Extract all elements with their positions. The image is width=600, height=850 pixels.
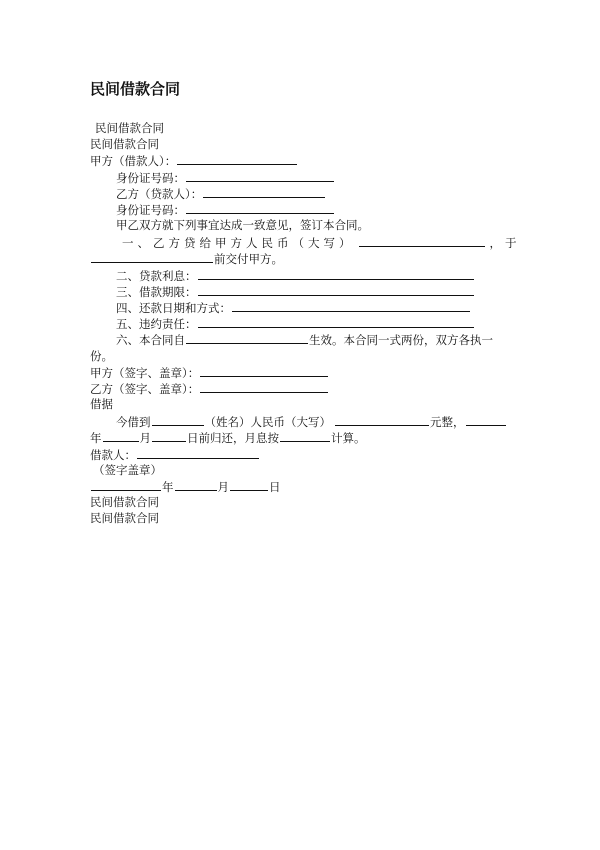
receipt-line-2 [90,429,366,446]
date-line [90,478,281,495]
footer-title-2: 民间借款合同 [90,511,159,525]
clause-5-line [116,315,475,332]
id-label-2: 身份证号码： [116,203,185,217]
receipt-year-label: 年 [90,431,102,445]
borrower-label: 借款人： [90,448,136,462]
clause-2-blank [198,267,474,280]
date-month-blank [175,478,217,491]
date-day-blank [230,478,268,491]
receipt-day-blank [152,429,186,442]
receipt-interest-blank [280,429,330,442]
receipt-month-label: 月 [139,431,151,445]
party-b-label: 乙方（贷款人）： [116,187,203,201]
id-label-1: 身份证号码： [116,171,185,185]
heading-repeat-2: 民间借款合同 [90,137,159,151]
receipt-text-b: （姓名）人民币（大写） [204,415,331,429]
clause-6-blank [186,331,308,344]
borrower-blank [137,446,259,459]
document-title: 民间借款合同 [90,80,181,98]
sign-b-line [90,380,329,397]
sign-b-blank [200,380,328,393]
clause-1-cont-line [90,250,283,267]
receipt-year-blank [466,413,506,426]
party-b-line [116,185,326,202]
clause-4-blank [232,299,470,312]
receipt-line-1 [116,413,507,430]
party-b-blank [203,185,325,198]
receipt-month-blank [103,429,139,442]
footer-title-1: 民间借款合同 [90,495,159,509]
clause-2-line [116,267,475,284]
receipt-text-a: 今借到 [116,415,151,429]
sign-seal-note: （签字盖章） [93,463,162,477]
receipt-text-c: 元整， [430,415,465,429]
receipt-text-d: 日前归还，月息按 [187,431,279,445]
clause-6-line [116,331,493,348]
receipt-amount-blank [335,413,429,426]
clause-3-blank [198,283,474,296]
borrower-line [90,446,260,463]
id-line-2 [116,201,335,218]
clause-4-line [116,299,471,316]
receipt-text-e: 计算。 [331,431,366,445]
party-a-line [90,152,298,169]
party-a-label: 甲方（借款人）： [90,154,177,168]
intro-text: 甲乙双方就下列事宜达成一致意见，签订本合同。 [116,218,369,232]
sign-a-line [90,364,329,381]
sign-b-label: 乙方（签字、盖章）： [90,382,200,396]
heading-repeat-1: 民间借款合同 [95,121,164,135]
clause-3-line [116,283,475,300]
id-blank-1 [186,169,334,182]
sign-a-label: 甲方（签字、盖章）： [90,366,200,380]
id-line-1 [116,169,335,186]
clause-1-date-blank [91,250,213,263]
date-year-label: 年 [162,480,174,494]
date-month-label: 月 [217,480,229,494]
date-day-label: 日 [269,480,281,494]
clause-1-cont: 前交付甲方。 [214,252,283,266]
clause-2-label: 二、贷款利息： [116,269,197,283]
party-a-blank [177,152,297,165]
clause-1-amount-blank [359,234,485,247]
clause-4-label: 四、还款日期和方式： [116,301,231,315]
receipt-name-blank [152,413,204,426]
clause-1-line [122,234,521,251]
sign-a-blank [200,364,328,377]
date-year-blank [91,478,161,491]
id-blank-2 [186,201,334,214]
clause-1-due: ，于 [489,236,521,250]
clause-6-text: 生效。本合同一式两份，双方各执一 [309,333,493,347]
clause-5-label: 五、违约责任： [116,317,197,331]
clause-1-text: 一、乙方贷给甲方人民币（大写） [122,236,355,250]
clause-6-end: 份。 [90,349,113,363]
clause-5-blank [198,315,474,328]
receipt-title: 借据 [90,397,113,411]
clause-3-label: 三、借款期限： [116,285,197,299]
clause-6-label: 六、本合同自 [116,333,185,347]
